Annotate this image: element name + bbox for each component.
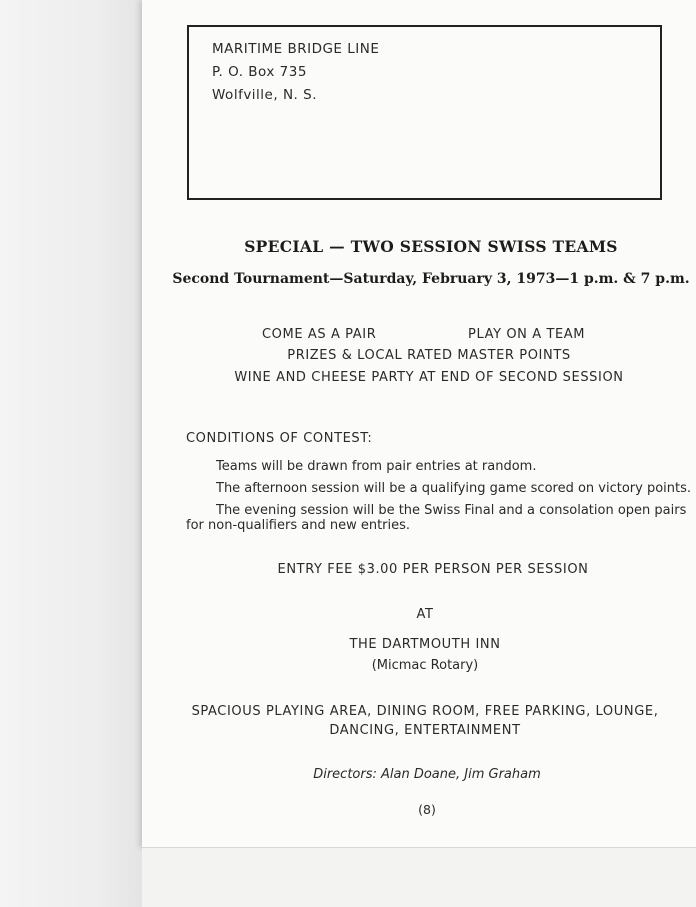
page-number: (8) [418,802,436,817]
directors: Directors: Alan Doane, Jim Graham [313,767,541,782]
scan-background [0,0,142,907]
amenities-line-1: SPACIOUS PLAYING AREA, DINING ROOM, FREE PARKING, LOUNGE, [191,704,659,719]
address-line-organization: MARITIME BRIDGE LINE [212,41,380,57]
venue-name: THE DARTMOUTH INN [349,637,501,652]
entry-fee: ENTRY FEE $3.00 PER PERSON PER SESSION [277,562,589,577]
scan-background-bottom [142,848,696,907]
condition-continuation: for non-qualifiers and new entries. [186,518,411,533]
highlight-wine-cheese: WINE AND CHEESE PARTY AT END OF SECOND SESSION [234,370,624,385]
address-line-city: Wolfville, N. S. [212,87,317,103]
amenities-line-2: DANCING, ENTERTAINMENT [329,723,521,738]
tournament-subtitle: Second Tournament—Saturday, February 3, 1973—1 p.m. & 7 p.m. [172,271,690,287]
condition-item: Teams will be drawn from pair entries at random. [216,459,537,474]
highlight-come-as-pair: COME AS A PAIR [262,327,377,342]
conditions-heading: CONDITIONS OF CONTEST: [186,431,373,446]
address-box [187,25,662,200]
condition-item: The evening session will be the Swiss Final and a consolation open pairs [216,503,687,518]
venue-at: AT [416,607,434,622]
highlight-play-on-team: PLAY ON A TEAM [468,327,586,342]
venue-note: (Micmac Rotary) [371,658,479,673]
condition-item: The afternoon session will be a qualifying game scored on victory points. [216,481,692,496]
document-page [142,0,696,848]
address-line-po-box: P. O. Box 735 [212,64,307,80]
page-title: SPECIAL — TWO SESSION SWISS TEAMS [244,237,618,256]
highlight-prizes: PRIZES & LOCAL RATED MASTER POINTS [287,348,571,363]
